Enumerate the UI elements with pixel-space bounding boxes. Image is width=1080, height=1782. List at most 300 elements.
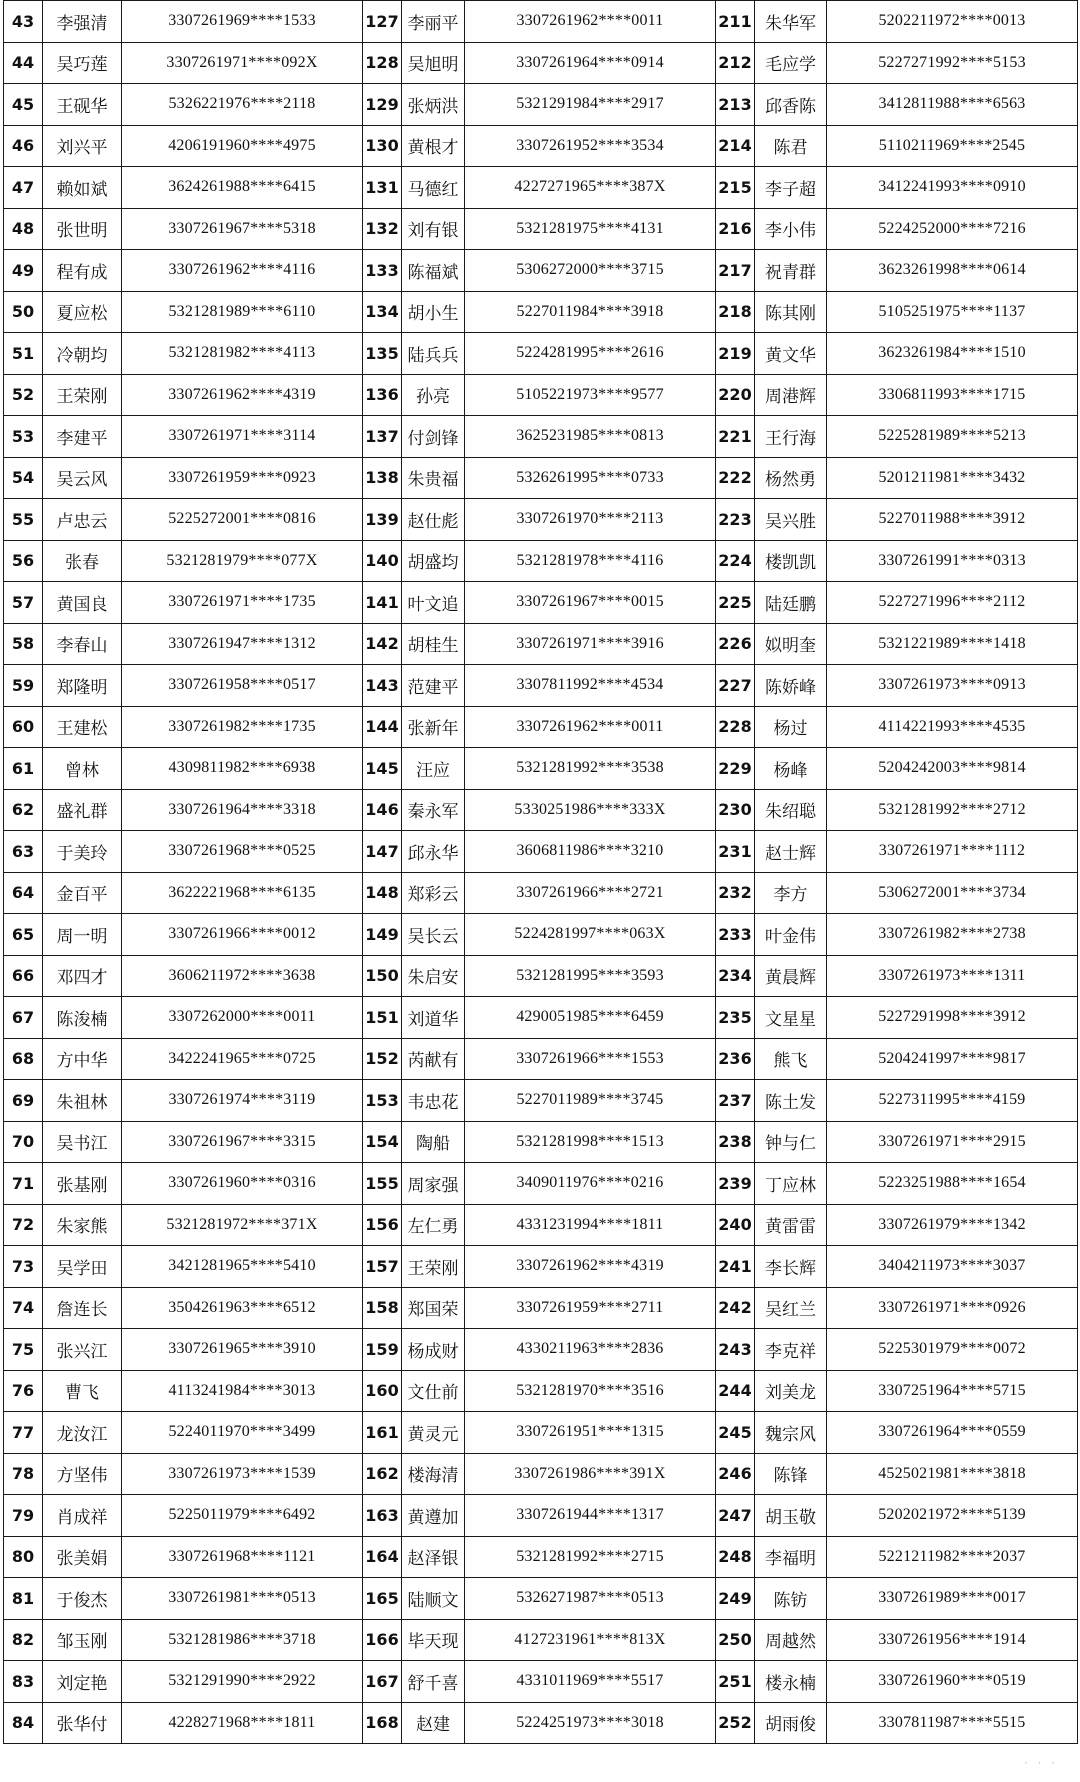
id-number: 3625231985****0813 xyxy=(465,416,716,458)
row-number: 84 xyxy=(4,1702,43,1744)
row-number: 138 xyxy=(363,457,402,499)
row-number: 67 xyxy=(4,997,43,1039)
row-number: 63 xyxy=(4,831,43,873)
table-row xyxy=(4,1412,1078,1454)
watermark: · · · xyxy=(1023,1756,1058,1770)
person-name: 朱华军 xyxy=(755,1,827,43)
id-number: 4227271965****387X xyxy=(465,167,716,209)
person-name: 李建平 xyxy=(43,416,122,458)
id-number: 5306272000****3715 xyxy=(465,250,716,292)
row-number: 61 xyxy=(4,748,43,790)
id-number: 5321281992****3538 xyxy=(465,748,716,790)
row-number: 229 xyxy=(716,748,755,790)
id-number: 5326221976****2118 xyxy=(122,84,363,126)
id-number: 3307261968****1121 xyxy=(122,1536,363,1578)
person-name: 胡盛均 xyxy=(402,540,465,582)
id-number: 3307261991****0313 xyxy=(827,540,1078,582)
person-name: 黄晨辉 xyxy=(755,955,827,997)
person-name: 邹玉刚 xyxy=(43,1619,122,1661)
table-row xyxy=(4,1204,1078,1246)
row-number: 45 xyxy=(4,84,43,126)
person-name: 刘有银 xyxy=(402,208,465,250)
person-name: 楼永楠 xyxy=(755,1661,827,1703)
table-row xyxy=(4,706,1078,748)
person-name: 于俊杰 xyxy=(43,1578,122,1620)
id-number: 5221211982****2037 xyxy=(827,1536,1078,1578)
id-number: 3307261973****0913 xyxy=(827,665,1078,707)
person-name: 张炳洪 xyxy=(402,84,465,126)
row-number: 68 xyxy=(4,1038,43,1080)
row-number: 212 xyxy=(716,42,755,84)
row-number: 79 xyxy=(4,1495,43,1537)
id-number: 3606211972****3638 xyxy=(122,955,363,997)
id-number: 5224251973****3018 xyxy=(465,1702,716,1744)
row-number: 60 xyxy=(4,706,43,748)
row-number: 219 xyxy=(716,333,755,375)
table-row xyxy=(4,955,1078,997)
id-number: 5321221989****1418 xyxy=(827,623,1078,665)
id-number: 3307261973****1311 xyxy=(827,955,1078,997)
person-name: 朱启安 xyxy=(402,955,465,997)
row-number: 214 xyxy=(716,125,755,167)
person-name: 夏应松 xyxy=(43,291,122,333)
id-number: 4309811982****6938 xyxy=(122,748,363,790)
person-name: 陈娇峰 xyxy=(755,665,827,707)
person-name: 陆兵兵 xyxy=(402,333,465,375)
row-number: 249 xyxy=(716,1578,755,1620)
id-number: 3307261962****4319 xyxy=(465,1246,716,1288)
id-number: 3307261971****2915 xyxy=(827,1121,1078,1163)
person-name: 陈钫 xyxy=(755,1578,827,1620)
roster-body xyxy=(4,1,1078,1744)
table-row xyxy=(4,831,1078,873)
id-number: 3307261974****3119 xyxy=(122,1080,363,1122)
row-number: 58 xyxy=(4,623,43,665)
id-number: 5321281975****4131 xyxy=(465,208,716,250)
row-number: 244 xyxy=(716,1370,755,1412)
person-name: 胡玉敬 xyxy=(755,1495,827,1537)
row-number: 220 xyxy=(716,374,755,416)
person-name: 文星星 xyxy=(755,997,827,1039)
row-number: 211 xyxy=(716,1,755,43)
person-name: 张华付 xyxy=(43,1702,122,1744)
id-number: 5227271996****2112 xyxy=(827,582,1078,624)
person-name: 朱绍聪 xyxy=(755,789,827,831)
person-name: 黄根才 xyxy=(402,125,465,167)
roster-table xyxy=(3,0,1078,1744)
row-number: 245 xyxy=(716,1412,755,1454)
row-number: 131 xyxy=(363,167,402,209)
person-name: 楼海清 xyxy=(402,1453,465,1495)
id-number: 4113241984****3013 xyxy=(122,1370,363,1412)
row-number: 150 xyxy=(363,955,402,997)
id-number: 3307261969****1533 xyxy=(122,1,363,43)
row-number: 240 xyxy=(716,1204,755,1246)
row-number: 48 xyxy=(4,208,43,250)
row-number: 129 xyxy=(363,84,402,126)
person-name: 毕天现 xyxy=(402,1619,465,1661)
row-number: 145 xyxy=(363,748,402,790)
table-row xyxy=(4,1080,1078,1122)
person-name: 韦忠花 xyxy=(402,1080,465,1122)
row-number: 83 xyxy=(4,1661,43,1703)
table-row xyxy=(4,997,1078,1039)
row-number: 47 xyxy=(4,167,43,209)
id-number: 3624261988****6415 xyxy=(122,167,363,209)
id-number: 4525021981****3818 xyxy=(827,1453,1078,1495)
id-number: 3622221968****6135 xyxy=(122,872,363,914)
person-name: 李方 xyxy=(755,872,827,914)
person-name: 毛应学 xyxy=(755,42,827,84)
person-name: 叶金伟 xyxy=(755,914,827,956)
row-number: 81 xyxy=(4,1578,43,1620)
person-name: 舒千喜 xyxy=(402,1661,465,1703)
table-row xyxy=(4,291,1078,333)
person-name: 张春 xyxy=(43,540,122,582)
person-name: 吴旭明 xyxy=(402,42,465,84)
person-name: 赵士辉 xyxy=(755,831,827,873)
id-number: 3307261967****3315 xyxy=(122,1121,363,1163)
id-number: 3421281965****5410 xyxy=(122,1246,363,1288)
id-number: 5321291984****2917 xyxy=(465,84,716,126)
row-number: 164 xyxy=(363,1536,402,1578)
person-name: 陈福斌 xyxy=(402,250,465,292)
person-name: 陈浚楠 xyxy=(43,997,122,1039)
person-name: 于美玲 xyxy=(43,831,122,873)
row-number: 242 xyxy=(716,1287,755,1329)
id-number: 5227291998****3912 xyxy=(827,997,1078,1039)
row-number: 227 xyxy=(716,665,755,707)
id-number: 3504261963****6512 xyxy=(122,1287,363,1329)
row-number: 51 xyxy=(4,333,43,375)
table-row xyxy=(4,1329,1078,1371)
row-number: 223 xyxy=(716,499,755,541)
id-number: 5224011970****3499 xyxy=(122,1412,363,1454)
id-number: 3307261964****0914 xyxy=(465,42,716,84)
row-number: 52 xyxy=(4,374,43,416)
person-name: 朱贵福 xyxy=(402,457,465,499)
id-number: 5321281992****2712 xyxy=(827,789,1078,831)
table-row xyxy=(4,333,1078,375)
id-number: 5224281995****2616 xyxy=(465,333,716,375)
id-number: 5227271992****5153 xyxy=(827,42,1078,84)
id-number: 3307261966****0012 xyxy=(122,914,363,956)
row-number: 127 xyxy=(363,1,402,43)
person-name: 周越然 xyxy=(755,1619,827,1661)
table-row xyxy=(4,167,1078,209)
row-number: 82 xyxy=(4,1619,43,1661)
id-number: 3307261944****1317 xyxy=(465,1495,716,1537)
row-number: 158 xyxy=(363,1287,402,1329)
table-row xyxy=(4,499,1078,541)
id-number: 5110211969****2545 xyxy=(827,125,1078,167)
row-number: 144 xyxy=(363,706,402,748)
row-number: 139 xyxy=(363,499,402,541)
person-name: 吴云风 xyxy=(43,457,122,499)
table-row xyxy=(4,665,1078,707)
id-number: 3307261986****391X xyxy=(465,1453,716,1495)
id-number: 3306811993****1715 xyxy=(827,374,1078,416)
table-row xyxy=(4,1495,1078,1537)
row-number: 65 xyxy=(4,914,43,956)
row-number: 71 xyxy=(4,1163,43,1205)
table-row xyxy=(4,582,1078,624)
person-name: 陈土发 xyxy=(755,1080,827,1122)
id-number: 3307261971****3916 xyxy=(465,623,716,665)
person-name: 范建平 xyxy=(402,665,465,707)
row-number: 161 xyxy=(363,1412,402,1454)
id-number: 3307261958****0517 xyxy=(122,665,363,707)
person-name: 左仁勇 xyxy=(402,1204,465,1246)
id-number: 5321281970****3516 xyxy=(465,1370,716,1412)
id-number: 5227011989****3745 xyxy=(465,1080,716,1122)
table-row xyxy=(4,84,1078,126)
person-name: 郑国荣 xyxy=(402,1287,465,1329)
id-number: 5204242003****9814 xyxy=(827,748,1078,790)
id-number: 3307261947****1312 xyxy=(122,623,363,665)
person-name: 胡小生 xyxy=(402,291,465,333)
id-number: 5227011984****3918 xyxy=(465,291,716,333)
table-row xyxy=(4,1038,1078,1080)
person-name: 陈锋 xyxy=(755,1453,827,1495)
person-name: 叶文追 xyxy=(402,582,465,624)
id-number: 5321281982****4113 xyxy=(122,333,363,375)
row-number: 166 xyxy=(363,1619,402,1661)
id-number: 3307811992****4534 xyxy=(465,665,716,707)
person-name: 芮献有 xyxy=(402,1038,465,1080)
person-name: 熊飞 xyxy=(755,1038,827,1080)
table-row xyxy=(4,1246,1078,1288)
id-number: 5105221973****9577 xyxy=(465,374,716,416)
person-name: 黄国良 xyxy=(43,582,122,624)
person-name: 陆顺文 xyxy=(402,1578,465,1620)
id-number: 5321281986****3718 xyxy=(122,1619,363,1661)
row-number: 77 xyxy=(4,1412,43,1454)
id-number: 3307261952****3534 xyxy=(465,125,716,167)
row-number: 148 xyxy=(363,872,402,914)
id-number: 5224281997****063X xyxy=(465,914,716,956)
table-row xyxy=(4,250,1078,292)
row-number: 217 xyxy=(716,250,755,292)
table-row xyxy=(4,1121,1078,1163)
row-number: 153 xyxy=(363,1080,402,1122)
id-number: 3307261962****0011 xyxy=(465,1,716,43)
row-number: 46 xyxy=(4,125,43,167)
row-number: 155 xyxy=(363,1163,402,1205)
row-number: 152 xyxy=(363,1038,402,1080)
id-number: 3412241993****0910 xyxy=(827,167,1078,209)
person-name: 杨然勇 xyxy=(755,457,827,499)
person-name: 吴书江 xyxy=(43,1121,122,1163)
person-name: 祝青群 xyxy=(755,250,827,292)
table-row xyxy=(4,374,1078,416)
person-name: 马德红 xyxy=(402,167,465,209)
id-number: 3307261971****3114 xyxy=(122,416,363,458)
id-number: 5225301979****0072 xyxy=(827,1329,1078,1371)
person-name: 文仕前 xyxy=(402,1370,465,1412)
row-number: 228 xyxy=(716,706,755,748)
person-name: 吴学田 xyxy=(43,1246,122,1288)
row-number: 221 xyxy=(716,416,755,458)
person-name: 郑彩云 xyxy=(402,872,465,914)
row-number: 250 xyxy=(716,1619,755,1661)
id-number: 3307261973****1539 xyxy=(122,1453,363,1495)
id-number: 4290051985****6459 xyxy=(465,997,716,1039)
row-number: 236 xyxy=(716,1038,755,1080)
id-number: 5321281998****1513 xyxy=(465,1121,716,1163)
person-name: 周家强 xyxy=(402,1163,465,1205)
table-row xyxy=(4,540,1078,582)
id-number: 3307261964****0559 xyxy=(827,1412,1078,1454)
person-name: 王砚华 xyxy=(43,84,122,126)
row-number: 248 xyxy=(716,1536,755,1578)
person-name: 赖如斌 xyxy=(43,167,122,209)
person-name: 王行海 xyxy=(755,416,827,458)
person-name: 李小伟 xyxy=(755,208,827,250)
id-number: 3422241965****0725 xyxy=(122,1038,363,1080)
row-number: 70 xyxy=(4,1121,43,1163)
id-number: 4331011969****5517 xyxy=(465,1661,716,1703)
id-number: 5321281989****6110 xyxy=(122,291,363,333)
person-name: 陈君 xyxy=(755,125,827,167)
row-number: 133 xyxy=(363,250,402,292)
id-number: 3307261960****0316 xyxy=(122,1163,363,1205)
id-number: 3307261967****5318 xyxy=(122,208,363,250)
id-number: 5202021972****5139 xyxy=(827,1495,1078,1537)
row-number: 130 xyxy=(363,125,402,167)
table-row xyxy=(4,872,1078,914)
row-number: 151 xyxy=(363,997,402,1039)
id-number: 3404211973****3037 xyxy=(827,1246,1078,1288)
person-name: 李春山 xyxy=(43,623,122,665)
id-number: 5202211972****0013 xyxy=(827,1,1078,43)
row-number: 160 xyxy=(363,1370,402,1412)
id-number: 5321281995****3593 xyxy=(465,955,716,997)
id-number: 5227311995****4159 xyxy=(827,1080,1078,1122)
person-name: 曹飞 xyxy=(43,1370,122,1412)
table-row xyxy=(4,1536,1078,1578)
row-number: 218 xyxy=(716,291,755,333)
id-number: 5321281979****077X xyxy=(122,540,363,582)
row-number: 237 xyxy=(716,1080,755,1122)
id-number: 4114221993****4535 xyxy=(827,706,1078,748)
id-number: 5326271987****0513 xyxy=(465,1578,716,1620)
row-number: 74 xyxy=(4,1287,43,1329)
row-number: 225 xyxy=(716,582,755,624)
id-number: 3307261959****0923 xyxy=(122,457,363,499)
row-number: 76 xyxy=(4,1370,43,1412)
person-name: 赵泽银 xyxy=(402,1536,465,1578)
table-row xyxy=(4,1661,1078,1703)
person-name: 张世明 xyxy=(43,208,122,250)
id-number: 3307261971****0926 xyxy=(827,1287,1078,1329)
table-row xyxy=(4,914,1078,956)
id-number: 4331231994****1811 xyxy=(465,1204,716,1246)
person-name: 黄灵元 xyxy=(402,1412,465,1454)
table-row xyxy=(4,1619,1078,1661)
id-number: 3307261981****0513 xyxy=(122,1578,363,1620)
table-row xyxy=(4,1,1078,43)
row-number: 231 xyxy=(716,831,755,873)
id-number: 3623261998****0614 xyxy=(827,250,1078,292)
person-name: 赵仕彪 xyxy=(402,499,465,541)
id-number: 3307261971****1112 xyxy=(827,831,1078,873)
id-number: 3307261966****2721 xyxy=(465,872,716,914)
person-name: 刘道华 xyxy=(402,997,465,1039)
id-number: 3307261971****092X xyxy=(122,42,363,84)
person-name: 张基刚 xyxy=(43,1163,122,1205)
id-number: 3307261962****0011 xyxy=(465,706,716,748)
id-number: 5105251975****1137 xyxy=(827,291,1078,333)
person-name: 李长辉 xyxy=(755,1246,827,1288)
person-name: 冷朝均 xyxy=(43,333,122,375)
person-name: 金百平 xyxy=(43,872,122,914)
id-number: 3307261970****2113 xyxy=(465,499,716,541)
id-number: 5223251988****1654 xyxy=(827,1163,1078,1205)
row-number: 55 xyxy=(4,499,43,541)
id-number: 3307261965****3910 xyxy=(122,1329,363,1371)
row-number: 243 xyxy=(716,1329,755,1371)
person-name: 孙亮 xyxy=(402,374,465,416)
row-number: 136 xyxy=(363,374,402,416)
row-number: 247 xyxy=(716,1495,755,1537)
person-name: 周港辉 xyxy=(755,374,827,416)
person-name: 邱香陈 xyxy=(755,84,827,126)
row-number: 132 xyxy=(363,208,402,250)
person-name: 杨峰 xyxy=(755,748,827,790)
row-number: 50 xyxy=(4,291,43,333)
person-name: 姒明奎 xyxy=(755,623,827,665)
person-name: 楼凯凯 xyxy=(755,540,827,582)
person-name: 刘兴平 xyxy=(43,125,122,167)
person-name: 丁应林 xyxy=(755,1163,827,1205)
person-name: 詹连长 xyxy=(43,1287,122,1329)
row-number: 241 xyxy=(716,1246,755,1288)
table-row xyxy=(4,208,1078,250)
person-name: 郑隆明 xyxy=(43,665,122,707)
id-number: 5201211981****3432 xyxy=(827,457,1078,499)
row-number: 141 xyxy=(363,582,402,624)
id-number: 3307261982****1735 xyxy=(122,706,363,748)
row-number: 157 xyxy=(363,1246,402,1288)
person-name: 曾林 xyxy=(43,748,122,790)
id-number: 3307261968****0525 xyxy=(122,831,363,873)
id-number: 3307261989****0017 xyxy=(827,1578,1078,1620)
table-row xyxy=(4,1453,1078,1495)
id-number: 3307261979****1342 xyxy=(827,1204,1078,1246)
row-number: 163 xyxy=(363,1495,402,1537)
person-name: 李强清 xyxy=(43,1,122,43)
person-name: 盛礼群 xyxy=(43,789,122,831)
person-name: 吴红兰 xyxy=(755,1287,827,1329)
row-number: 43 xyxy=(4,1,43,43)
row-number: 69 xyxy=(4,1080,43,1122)
id-number: 5321291990****2922 xyxy=(122,1661,363,1703)
person-name: 张新年 xyxy=(402,706,465,748)
row-number: 251 xyxy=(716,1661,755,1703)
person-name: 李福明 xyxy=(755,1536,827,1578)
person-name: 秦永军 xyxy=(402,789,465,831)
id-number: 3307261967****0015 xyxy=(465,582,716,624)
table-row xyxy=(4,457,1078,499)
table-row xyxy=(4,1163,1078,1205)
row-number: 216 xyxy=(716,208,755,250)
person-name: 李克祥 xyxy=(755,1329,827,1371)
row-number: 147 xyxy=(363,831,402,873)
person-name: 陆廷鹏 xyxy=(755,582,827,624)
row-number: 154 xyxy=(363,1121,402,1163)
id-number: 5204241997****9817 xyxy=(827,1038,1078,1080)
